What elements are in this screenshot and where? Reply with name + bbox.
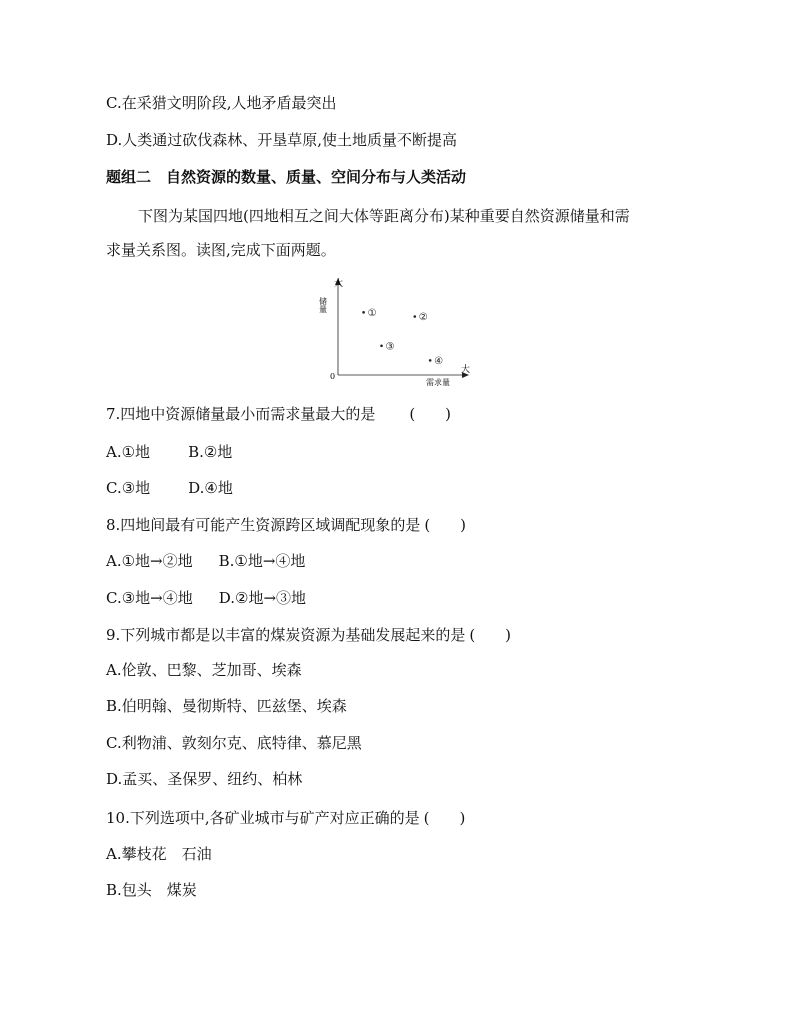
q7-options-row-2 <box>106 478 233 498</box>
section-title: 题组二 自然资源的数量、质量、空间分布与人类活动 <box>106 168 467 186</box>
q7-option-b[interactable]: B.②地 <box>188 443 233 461</box>
q7-option-a[interactable]: A.①地 <box>106 443 151 461</box>
x-axis-label: 需求量 <box>426 378 450 387</box>
q9-option-a[interactable]: A.伦敦、巴黎、芝加哥、埃森 <box>106 661 302 679</box>
q9-stem <box>106 625 511 645</box>
q7-options-row-1 <box>106 442 232 462</box>
q8-option-d[interactable]: D.②地→③地 <box>218 589 307 607</box>
data-point-1 <box>362 311 365 314</box>
q8-option-b[interactable]: B.①地→④地 <box>218 552 306 570</box>
q7-answer-paren[interactable]: ( ) <box>409 405 452 423</box>
q9-stem-text: 9.下列城市都是以丰富的煤炭资源为基础发展起来的是 <box>106 626 466 644</box>
q8-answer-paren[interactable]: ( ) <box>424 516 467 534</box>
q9-option-c[interactable]: C.利物浦、敦刻尔克、底特律、慕尼黑 <box>106 734 362 752</box>
q8-options-row-2 <box>106 588 306 608</box>
data-point-label-3: ③ <box>385 341 395 353</box>
data-point-3 <box>380 344 383 347</box>
data-point-label-4: ④ <box>434 355 444 367</box>
q9-option-b[interactable]: B.伯明翰、曼彻斯特、匹兹堡、埃森 <box>106 697 347 715</box>
q8-stem-text: 8.四地间最有可能产生资源跨区域调配现象的是 <box>106 516 421 534</box>
resource-scatter-chart <box>318 275 478 390</box>
q9-answer-paren[interactable]: ( ) <box>469 626 512 644</box>
q7-option-c[interactable]: C.③地 <box>106 479 151 497</box>
q7-stem <box>106 404 451 424</box>
y-axis-label: 储量 <box>318 297 328 313</box>
option-c-previous: C.在采猎文明阶段,人地矛盾最突出 <box>106 94 337 112</box>
q8-options-row-1 <box>106 551 305 571</box>
data-point-2 <box>414 315 417 318</box>
q10-stem-text: 10.下列选项中,各矿业城市与矿产对应正确的是 <box>106 809 420 827</box>
q8-option-c[interactable]: C.③地→④地 <box>106 589 193 607</box>
q10-answer-paren[interactable]: ( ) <box>423 809 466 827</box>
y-axis-end-label: 大 <box>334 279 344 289</box>
q8-stem <box>106 515 466 535</box>
origin-label: 0 <box>330 372 336 381</box>
x-axis-end-label: 大 <box>461 365 471 375</box>
q10-option-b[interactable]: B.包头 煤炭 <box>106 881 197 899</box>
data-point-label-1: ① <box>367 307 377 319</box>
data-point-label-2: ② <box>418 312 428 324</box>
q7-stem-text: 7.四地中资源储量最小而需求量最大的是 <box>106 405 376 423</box>
intro-line-2: 求量关系图。读图,完成下面两题。 <box>106 241 336 259</box>
q8-option-a[interactable]: A.①地→②地 <box>106 552 193 570</box>
intro-line-1: 下图为某国四地(四地相互之间大体等距离分布)某种重要自然资源储量和需 <box>138 207 630 225</box>
q10-stem <box>106 808 465 828</box>
q9-option-d[interactable]: D.孟买、圣保罗、纽约、柏林 <box>106 770 303 788</box>
option-d-previous: D.人类通过砍伐森林、开垦草原,使土地质量不断提高 <box>106 131 458 149</box>
data-point-4 <box>429 359 432 362</box>
q7-option-d[interactable]: D.④地 <box>188 479 233 497</box>
q10-option-a[interactable]: A.攀枝花 石油 <box>106 845 212 863</box>
